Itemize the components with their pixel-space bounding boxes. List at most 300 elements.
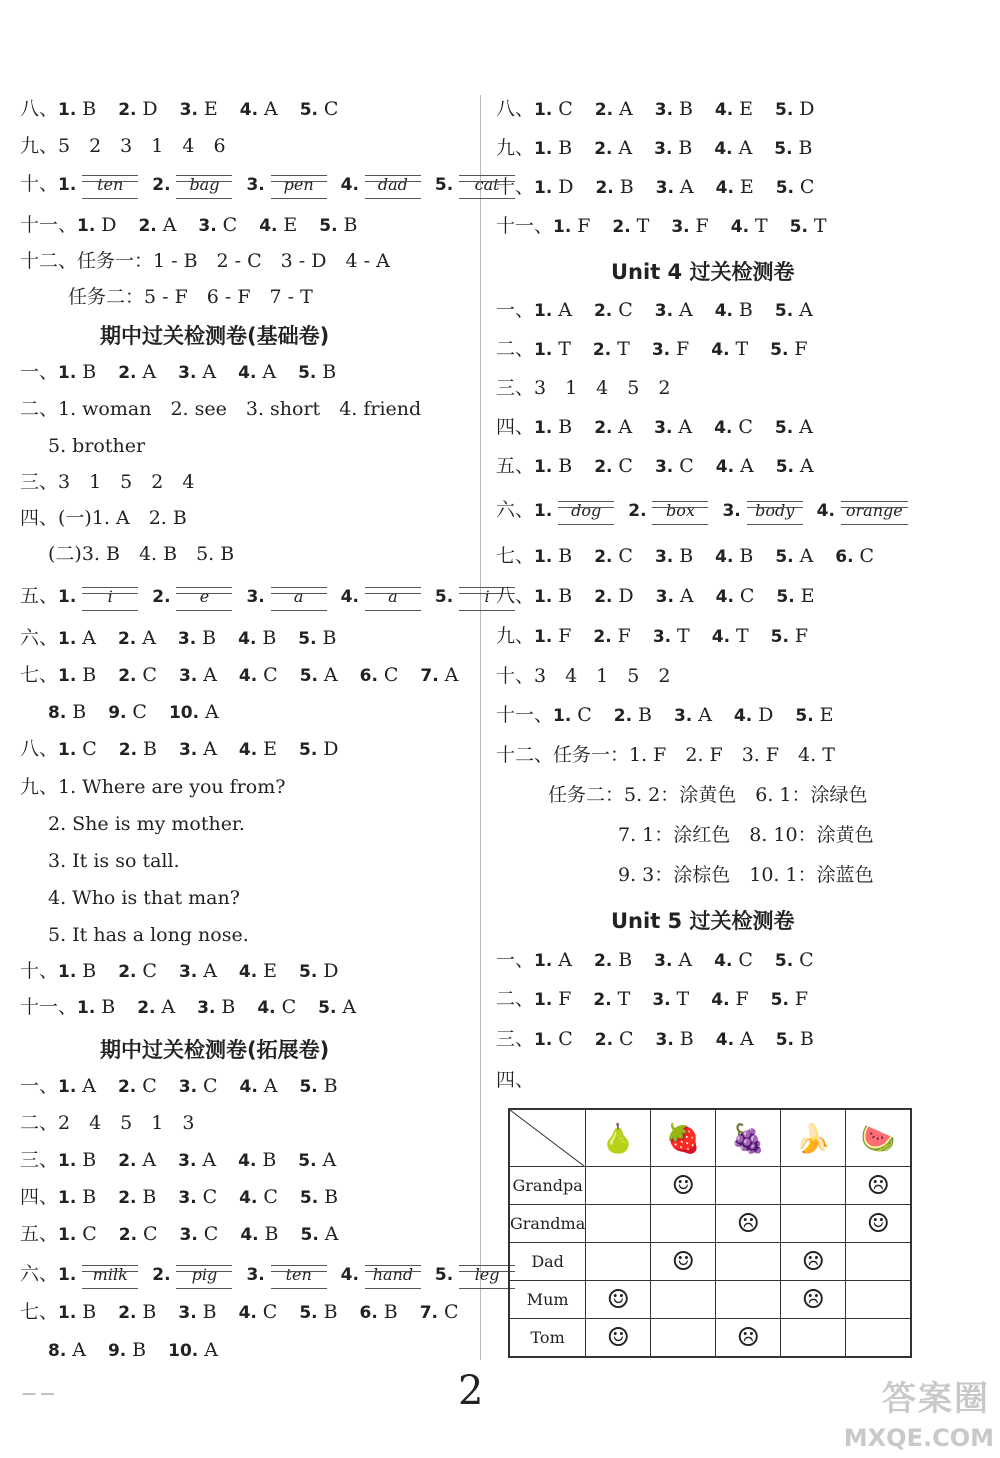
question-number: 七、 xyxy=(20,664,59,686)
handwritten-answer: e xyxy=(176,585,232,609)
empty-cell xyxy=(781,1167,846,1205)
answer-line xyxy=(496,1027,836,1052)
happy-face-icon: ☺ xyxy=(846,1205,912,1243)
question-number: 五、 xyxy=(20,585,59,607)
answer-item: 5. E xyxy=(776,585,815,607)
handwritten-answer: a xyxy=(271,585,327,609)
answer-item: 1. B xyxy=(58,98,97,120)
column-divider xyxy=(480,95,481,1360)
answer-line xyxy=(20,584,529,609)
empty-cell xyxy=(846,1281,912,1319)
answer-item: 3. F xyxy=(651,338,690,360)
answer-item: 4. D xyxy=(733,704,774,726)
answer-item: 4. C xyxy=(715,585,755,607)
answer-item: 5. C xyxy=(774,949,814,971)
page-mark: — — xyxy=(22,1386,55,1402)
answer-line xyxy=(496,544,896,569)
question-number: 十、 xyxy=(20,173,59,195)
answer-item: 3. A xyxy=(654,416,693,438)
answer-line: (二)3. B 4. B 5. B xyxy=(48,543,235,565)
answer-item: 7. C xyxy=(419,1301,459,1323)
question-number: 一、 xyxy=(496,299,535,321)
grapes-icon: 🍇 xyxy=(716,1109,781,1167)
pear-icon: 🍐 xyxy=(586,1109,651,1167)
answer-item: 2. A xyxy=(594,416,633,438)
answer-item: 1. D xyxy=(77,214,117,236)
answer-number: 1. xyxy=(534,501,559,521)
answer-item: 4. C xyxy=(238,664,278,686)
answer-item: 5. F xyxy=(770,988,809,1010)
question-number: 九、 xyxy=(496,625,535,647)
empty-cell xyxy=(586,1205,651,1243)
answer-item: 5. A xyxy=(774,416,813,438)
answer-item: 5. A xyxy=(298,1149,337,1171)
answer-line xyxy=(496,136,834,161)
answer-item: 2. C xyxy=(117,1075,157,1097)
answer-line xyxy=(496,703,855,728)
answer-item: 3. T xyxy=(652,988,690,1010)
empty-cell xyxy=(846,1243,912,1281)
answer-item: 1. A xyxy=(58,1075,96,1097)
answer-line: 三、3 1 5 2 4 xyxy=(20,471,195,493)
watermark-text: 答案圈 xyxy=(882,1379,990,1419)
empty-cell xyxy=(846,1319,912,1358)
page-number: 2 xyxy=(458,1368,484,1414)
answer-item: 5. B xyxy=(298,627,337,649)
answer-item: 2. C xyxy=(594,455,633,477)
handwritten-answer: dog xyxy=(558,499,614,523)
answer-item: 2. B xyxy=(118,738,157,760)
answer-item: 2. A xyxy=(594,137,633,159)
empty-cell xyxy=(716,1281,781,1319)
answer-item: 4. C xyxy=(239,1186,278,1208)
person-label: Grandma xyxy=(509,1205,586,1243)
handwritten-answer: a xyxy=(365,585,421,609)
handwritten-answer: i xyxy=(459,585,515,609)
answer-item: 3. B xyxy=(178,1301,217,1323)
handwritten-answer: i xyxy=(82,585,138,609)
answer-number: 2. xyxy=(152,1265,177,1285)
answer-item: 2. C xyxy=(594,1028,634,1050)
handwritten-answer: hand xyxy=(365,1263,421,1287)
answer-line xyxy=(496,987,830,1012)
empty-cell xyxy=(586,1243,651,1281)
question-number: 四、 xyxy=(496,416,535,438)
answer-item: 1. B xyxy=(77,996,116,1018)
question-number: 八、 xyxy=(496,585,535,607)
answer-item: 1. A xyxy=(534,299,572,321)
answer-item: 5. F xyxy=(770,625,809,647)
answer-item: 2. A xyxy=(118,1149,157,1171)
answer-item: 2. B xyxy=(593,949,633,971)
answer-item: 5. A xyxy=(775,545,814,567)
answer-item: 2. T xyxy=(592,338,630,360)
answer-item: 2. A xyxy=(594,98,633,120)
answer-number: 2. xyxy=(628,501,653,521)
answer-item: 2. B xyxy=(595,176,634,198)
answer-item: 2. A xyxy=(118,361,157,383)
question-number: 八、 xyxy=(20,738,59,760)
handwritten-answer: cat xyxy=(459,173,515,197)
answer-item: 4. B xyxy=(714,299,753,321)
answer-line: 九、5 2 3 1 4 6 xyxy=(20,135,226,157)
answer-item: 1. A xyxy=(58,627,96,649)
section-heading: 期中过关检测卷(拓展卷) xyxy=(100,1038,330,1062)
question-number: 十一、 xyxy=(496,215,554,237)
handwritten-answer: leg xyxy=(459,1263,515,1287)
banana-icon: 🍌 xyxy=(781,1109,846,1167)
answer-line: 5. brother xyxy=(48,435,146,457)
answer-item: 4. T xyxy=(711,338,749,360)
watermark-logo xyxy=(830,1363,1000,1458)
person-label: Tom xyxy=(509,1319,586,1358)
happy-face-icon: ☺ xyxy=(586,1281,651,1319)
answer-line: 9. 3：涂棕色 10. 1：涂蓝色 xyxy=(618,864,874,886)
answer-item: 8. A xyxy=(48,1339,86,1361)
answer-item: 3. B xyxy=(197,996,236,1018)
person-label: Mum xyxy=(509,1281,586,1319)
answer-line xyxy=(20,1185,360,1210)
answer-number: 3. xyxy=(722,501,747,521)
answer-item: 7. A xyxy=(420,664,459,686)
handwritten-answer: box xyxy=(652,499,708,523)
answer-number: 1. xyxy=(58,175,83,195)
sad-face-icon: ☹ xyxy=(716,1319,781,1358)
happy-face-icon: ☺ xyxy=(651,1243,716,1281)
answer-number: 2. xyxy=(152,587,177,607)
answer-line xyxy=(20,1300,480,1325)
table-row xyxy=(509,1319,911,1358)
answer-number: 3. xyxy=(246,175,271,195)
answer-item: 3. A xyxy=(178,738,217,760)
answer-item: 1. B xyxy=(58,1186,97,1208)
answer-item: 1. C xyxy=(534,1028,573,1050)
answer-item: 4. E xyxy=(714,98,754,120)
answer-number: 5. xyxy=(434,175,460,195)
answer-line xyxy=(20,1074,360,1099)
answer-line xyxy=(20,1148,358,1173)
answer-item: 1. B xyxy=(58,960,97,982)
answer-item: 3. A xyxy=(178,664,217,686)
question-number: 八、 xyxy=(496,98,535,120)
answer-line: 4. Who is that man? xyxy=(48,887,240,909)
answer-line xyxy=(20,172,529,197)
answer-item: 1. B xyxy=(534,545,573,567)
answer-number: 3. xyxy=(246,1265,271,1285)
answer-item: 1. B xyxy=(534,455,573,477)
answer-item: 1. A xyxy=(534,949,572,971)
answer-item: 3. C xyxy=(654,455,694,477)
question-number: 二、 xyxy=(496,988,535,1010)
diagonal-header-cell xyxy=(509,1109,586,1167)
answer-item: 1. F xyxy=(534,625,572,647)
answer-line xyxy=(496,175,836,200)
answer-item: 1. B xyxy=(534,137,573,159)
answer-item: 5. C xyxy=(775,176,815,198)
question-number: 七、 xyxy=(20,1301,59,1323)
question-number: 三、 xyxy=(496,1028,535,1050)
answer-line xyxy=(20,360,358,385)
answer-item: 3. B xyxy=(177,627,217,649)
answer-item: 2. D xyxy=(118,98,158,120)
sad-face-icon: ☹ xyxy=(781,1243,846,1281)
answer-item: 3. E xyxy=(179,98,218,120)
answer-line xyxy=(20,213,379,238)
answer-item: 1. B xyxy=(534,416,573,438)
answer-line xyxy=(48,700,241,725)
answer-item: 5. B xyxy=(299,1075,338,1097)
answer-line xyxy=(496,298,835,323)
answer-item: 4. C xyxy=(238,1301,278,1323)
answer-item: 5. B xyxy=(299,1186,339,1208)
watermark-url: MXQE.COM xyxy=(843,1424,994,1452)
answer-line xyxy=(20,959,360,984)
question-number: 九、 xyxy=(496,137,535,159)
answer-item: 10. A xyxy=(168,701,219,723)
answer-item: 6. C xyxy=(835,545,875,567)
answer-item: 5. T xyxy=(789,215,827,237)
empty-cell xyxy=(716,1167,781,1205)
happy-face-icon: ☺ xyxy=(586,1319,651,1358)
answer-item: 4. B xyxy=(715,545,754,567)
answer-item: 3. A xyxy=(673,704,712,726)
answer-item: 2. B xyxy=(118,1301,157,1323)
section-heading: Unit 5 过关检测卷 xyxy=(611,909,795,933)
answer-item: 9. B xyxy=(107,1339,147,1361)
answer-line: 7. 1：涂红色 8. 10：涂黄色 xyxy=(618,824,874,846)
answer-line: 2. She is my mother. xyxy=(48,813,245,835)
answer-line xyxy=(496,584,836,609)
answer-line xyxy=(496,624,830,649)
answer-item: 2. C xyxy=(118,960,157,982)
answer-item: 6. B xyxy=(359,1301,398,1323)
answer-item: 5. B xyxy=(774,137,813,159)
answer-line xyxy=(496,454,836,479)
answer-item: 3. C xyxy=(198,214,238,236)
answer-item: 5. F xyxy=(770,338,808,360)
answer-number: 2. xyxy=(152,175,177,195)
answer-item: 4. B xyxy=(238,1149,277,1171)
answer-item: 1. D xyxy=(534,176,574,198)
handwritten-answer: ten xyxy=(271,1263,327,1287)
answer-item: 3. B xyxy=(654,137,693,159)
section-heading: Unit 4 过关检测卷 xyxy=(611,260,795,284)
answer-item: 5. A xyxy=(299,664,338,686)
answer-item: 3. A xyxy=(654,949,693,971)
answer-item: 3. A xyxy=(655,176,694,198)
answer-line: 四、(一)1. A 2. B xyxy=(20,507,187,529)
answer-item: 2. B xyxy=(613,704,652,726)
answer-line xyxy=(20,663,480,688)
question-number: 十一、 xyxy=(20,214,78,236)
answer-item: 1. B xyxy=(58,1301,97,1323)
answer-item: 8. B xyxy=(48,701,87,723)
answer-item: 4. E xyxy=(259,214,298,236)
table-row xyxy=(509,1167,911,1205)
answer-item: 3. A xyxy=(178,361,217,383)
answer-line: 三、3 1 4 5 2 xyxy=(496,377,671,399)
answer-item: 2. F xyxy=(593,625,631,647)
answer-line xyxy=(20,97,360,122)
answer-item: 5. A xyxy=(774,299,813,321)
answer-line: 任务二：5. 2：涂黄色 6. 1：涂绿色 xyxy=(548,784,868,806)
answer-item: 1. F xyxy=(534,988,572,1010)
answer-item: 9. C xyxy=(108,701,147,723)
answer-item: 5. B xyxy=(775,1028,814,1050)
answer-item: 5. A xyxy=(300,1223,339,1245)
answer-item: 4. T xyxy=(730,215,768,237)
answer-item: 2. A xyxy=(138,214,177,236)
empty-cell xyxy=(781,1319,846,1358)
person-label: Dad xyxy=(509,1243,586,1281)
person-label: Grandpa xyxy=(509,1167,586,1205)
question-number: 十、 xyxy=(496,176,535,198)
strawberry-icon: 🍓 xyxy=(651,1109,716,1167)
answer-line xyxy=(20,737,360,762)
answer-item: 4. C xyxy=(257,996,297,1018)
table-header-row xyxy=(509,1109,911,1167)
answer-item: 5. D xyxy=(299,960,339,982)
answer-line: 四、 xyxy=(496,1069,535,1091)
answer-number: 1. xyxy=(58,1265,83,1285)
answer-line xyxy=(496,498,922,523)
answer-item: 3. C xyxy=(178,1186,218,1208)
question-number: 五、 xyxy=(20,1223,59,1245)
answer-item: 4. A xyxy=(238,361,277,383)
question-number: 三、 xyxy=(20,1149,59,1171)
answer-item: 10. A xyxy=(168,1339,218,1361)
happy-face-icon: ☺ xyxy=(651,1167,716,1205)
answer-item: 3. T xyxy=(652,625,690,647)
answer-item: 4. T xyxy=(711,625,749,647)
answer-item: 2. C xyxy=(118,664,157,686)
answer-item: 2. T xyxy=(593,988,631,1010)
sad-face-icon: ☹ xyxy=(716,1205,781,1243)
answer-item: 4. A xyxy=(239,98,278,120)
answer-item: 2. B xyxy=(118,1186,157,1208)
answer-line: 二、1. woman 2. see 3. short 4. friend xyxy=(20,398,422,420)
answer-item: 5. D xyxy=(299,738,339,760)
question-number: 一、 xyxy=(20,1075,59,1097)
answer-item: 3. A xyxy=(654,299,693,321)
answer-item: 4. F xyxy=(711,988,749,1010)
answer-number: 4. xyxy=(816,501,841,521)
answer-item: 4. C xyxy=(714,416,753,438)
answer-item: 3. A xyxy=(178,1149,217,1171)
sad-face-icon: ☹ xyxy=(781,1281,846,1319)
question-number: 六、 xyxy=(20,627,59,649)
question-number: 二、 xyxy=(496,338,535,360)
answer-item: 4. E xyxy=(715,176,754,198)
answer-item: 4. E xyxy=(238,738,278,760)
answer-item: 1. B xyxy=(58,1149,97,1171)
answer-item: 4. E xyxy=(238,960,278,982)
answer-line: 5. It has a long nose. xyxy=(48,924,249,946)
answer-item: 1. C xyxy=(534,98,573,120)
answer-line xyxy=(496,337,830,362)
answer-item: 5. C xyxy=(299,98,339,120)
question-number: 五、 xyxy=(496,455,535,477)
answer-item: 1. B xyxy=(534,585,573,607)
answer-line: 九、1. Where are you from? xyxy=(20,776,286,798)
answer-line: 十二、任务一：1 - B 2 - C 3 - D 4 - A xyxy=(20,250,390,272)
handwritten-answer: dad xyxy=(365,173,421,197)
answer-item: 2. C xyxy=(593,299,633,321)
question-number: 十一、 xyxy=(20,996,78,1018)
answer-number: 4. xyxy=(340,175,365,195)
watermelon-icon: 🍉 xyxy=(846,1109,912,1167)
answer-number: 5. xyxy=(434,1265,460,1285)
answer-line xyxy=(20,995,378,1020)
question-number: 一、 xyxy=(496,949,535,971)
answer-item: 4. B xyxy=(238,627,277,649)
empty-cell xyxy=(781,1205,846,1243)
answer-item: 5. B xyxy=(319,214,358,236)
question-number: 六、 xyxy=(496,499,535,521)
answer-line: 十、3 4 1 5 2 xyxy=(496,665,671,687)
answer-item: 3. A xyxy=(178,960,217,982)
question-number: 一、 xyxy=(20,361,59,383)
handwritten-answer: pig xyxy=(176,1263,232,1287)
answer-item: 1. C xyxy=(58,738,97,760)
answer-item: 4. A xyxy=(715,455,754,477)
answer-line xyxy=(496,97,836,122)
handwritten-answer: ten xyxy=(82,173,138,197)
answer-item: 1. C xyxy=(58,1223,97,1245)
answer-item: 4. C xyxy=(714,949,753,971)
answer-item: 2. T xyxy=(612,215,650,237)
question-number: 十一、 xyxy=(496,704,554,726)
table-row xyxy=(509,1243,911,1281)
answer-item: 1. B xyxy=(58,361,97,383)
fruit-preference-table xyxy=(508,1108,912,1358)
answer-item: 3. C xyxy=(178,1075,218,1097)
question-number: 七、 xyxy=(496,545,535,567)
answer-number: 4. xyxy=(340,1265,365,1285)
answer-item: 1. C xyxy=(553,704,592,726)
answer-number: 1. xyxy=(58,587,83,607)
answer-item: 4. A xyxy=(239,1075,278,1097)
answer-number: 4. xyxy=(340,587,365,607)
answer-item: 5. D xyxy=(775,98,815,120)
handwritten-answer: bag xyxy=(176,173,232,197)
answer-item: 3. B xyxy=(655,1028,694,1050)
answer-item: 2. D xyxy=(594,585,634,607)
empty-cell xyxy=(651,1319,716,1358)
answer-item: 5. B xyxy=(298,361,337,383)
answer-item: 5. B xyxy=(299,1301,338,1323)
answer-line: 任务二：5 - F 6 - F 7 - T xyxy=(68,286,313,308)
answer-item: 5. A xyxy=(318,996,357,1018)
empty-cell xyxy=(716,1243,781,1281)
handwritten-answer: pen xyxy=(271,173,327,197)
answer-line xyxy=(48,1338,240,1363)
question-number: 六、 xyxy=(20,1263,59,1285)
answer-item: 1. F xyxy=(553,215,591,237)
answer-line: 十二、任务一：1. F 2. F 3. F 4. T xyxy=(496,744,835,766)
handwritten-answer: milk xyxy=(82,1263,138,1287)
answer-item: 5. A xyxy=(775,455,814,477)
answer-item: 4. A xyxy=(714,137,753,159)
answer-item: 4. A xyxy=(715,1028,754,1050)
answer-item: 6. C xyxy=(359,664,399,686)
answer-item: 2. C xyxy=(594,545,633,567)
answer-item: 4. B xyxy=(240,1223,279,1245)
answer-item: 2. A xyxy=(117,627,156,649)
answer-line xyxy=(20,1262,529,1287)
answer-number: 5. xyxy=(434,587,460,607)
answer-line xyxy=(496,948,836,973)
